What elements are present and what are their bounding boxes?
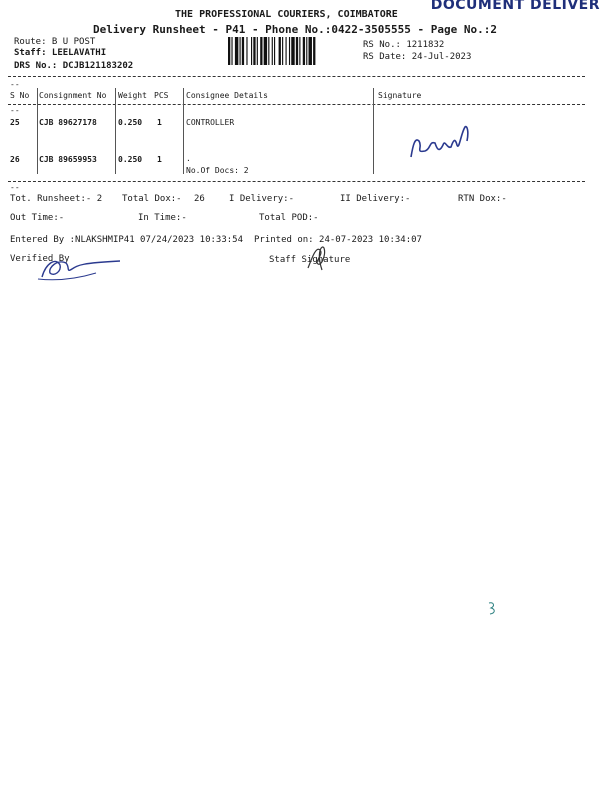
- row-pcs: 1: [157, 118, 162, 127]
- col-weight: Weight: [118, 91, 147, 100]
- total-pod: Total POD:-: [259, 213, 319, 223]
- col-line-4: [373, 88, 374, 174]
- col-line-3: [183, 88, 184, 174]
- row-weight: 0.250: [118, 155, 143, 164]
- drs-number: DRS No.: DCJB121183202: [14, 61, 134, 71]
- printed-on: Printed on: 24-07-2023 10:34:07: [254, 235, 422, 245]
- staff-signature-mark: [300, 240, 340, 274]
- dash-marker: --: [10, 80, 20, 89]
- staff-signature: Staff Signature: [269, 255, 351, 265]
- barcode-bar: [246, 37, 247, 65]
- barcode-bar: [257, 37, 258, 65]
- barcode: [228, 37, 356, 65]
- barcode-bar: [313, 37, 315, 65]
- col-line-1: [37, 88, 38, 174]
- barcode-bar: [268, 37, 269, 65]
- ii-delivery: II Delivery:-: [340, 194, 411, 204]
- total-dox: Total Dox:-: [122, 194, 182, 204]
- row-consignment: CJB 89659953: [39, 155, 97, 164]
- in-time: In Time:-: [138, 213, 187, 223]
- barcode-bar: [274, 37, 275, 65]
- col-consignee: Consignee Details: [186, 91, 268, 100]
- route-label: Route: B U POST: [14, 37, 96, 47]
- barcode-bar: [242, 37, 244, 65]
- barcode-bar: [289, 37, 290, 65]
- barcode-bar: [282, 37, 283, 65]
- row-consignee: CONTROLLER: [186, 118, 235, 127]
- row-consignment: CJB 89627178: [39, 118, 97, 127]
- staff-label: Staff: LEELAVATHI: [14, 48, 107, 58]
- row-sno: 25: [10, 118, 20, 127]
- divider-bottom: [8, 181, 585, 182]
- barcode-bar: [279, 37, 281, 65]
- barcode-bar: [296, 37, 298, 65]
- col-pcs: PCS: [154, 91, 169, 100]
- divider-header: [8, 104, 585, 105]
- receiver-signature: [405, 123, 480, 165]
- row-consignee: .: [186, 154, 191, 163]
- divider-top: [8, 76, 585, 77]
- row-doc-count: No.Of Docs: 2: [186, 166, 249, 175]
- total-dox-value: 26: [194, 194, 205, 204]
- barcode-bar: [299, 37, 300, 65]
- rs-number: RS No.: 1211832: [363, 40, 445, 50]
- barcode-bar: [251, 37, 252, 65]
- i-delivery: I Delivery:-: [229, 194, 295, 204]
- tot-runsheet: Tot. Runsheet:- 2: [10, 194, 103, 204]
- document-delivered-stamp: DOCUMENT DELIVER: [430, 0, 600, 13]
- barcode-bar: [272, 37, 273, 65]
- barcode-bar: [286, 37, 287, 65]
- stray-mark: [486, 600, 500, 616]
- col-line-2: [115, 88, 116, 174]
- barcode-bar: [253, 37, 255, 65]
- barcode-bar: [264, 37, 267, 65]
- barcode-bar: [228, 37, 230, 65]
- barcode-bar: [309, 37, 312, 65]
- barcode-bar: [306, 37, 307, 65]
- barcode-bar: [303, 37, 305, 65]
- row-pcs: 1: [157, 155, 162, 164]
- verifier-signature: [36, 249, 126, 283]
- rs-date: RS Date: 24-Jul-2023: [363, 52, 472, 62]
- row-weight: 0.250: [118, 118, 143, 127]
- col-consignment: Consignment No: [39, 91, 107, 100]
- barcode-bar: [231, 37, 232, 65]
- company-name: THE PROFESSIONAL COURIERS, COIMBATORE: [175, 9, 398, 20]
- runsheet-title: Delivery Runsheet - P41 - Phone No.:0422-3505555 - Page No.:2: [93, 23, 497, 36]
- row-sno: 26: [10, 155, 20, 164]
- barcode-bar: [235, 37, 238, 65]
- dash-marker-3: --: [10, 183, 20, 192]
- dash-marker-2: --: [10, 106, 20, 115]
- col-signature: Signature: [378, 91, 422, 100]
- barcode-bar: [240, 37, 241, 65]
- rtn-dox: RTN Dox:-: [458, 194, 507, 204]
- entered-by: Entered By :NLAKSHMIP41 07/24/2023 10:33:54: [10, 235, 243, 245]
- col-sno: S No: [10, 91, 30, 100]
- out-time: Out Time:-: [10, 213, 65, 223]
- barcode-bar: [260, 37, 262, 65]
- barcode-bar: [291, 37, 294, 65]
- verified-by: Verified By: [10, 254, 70, 264]
